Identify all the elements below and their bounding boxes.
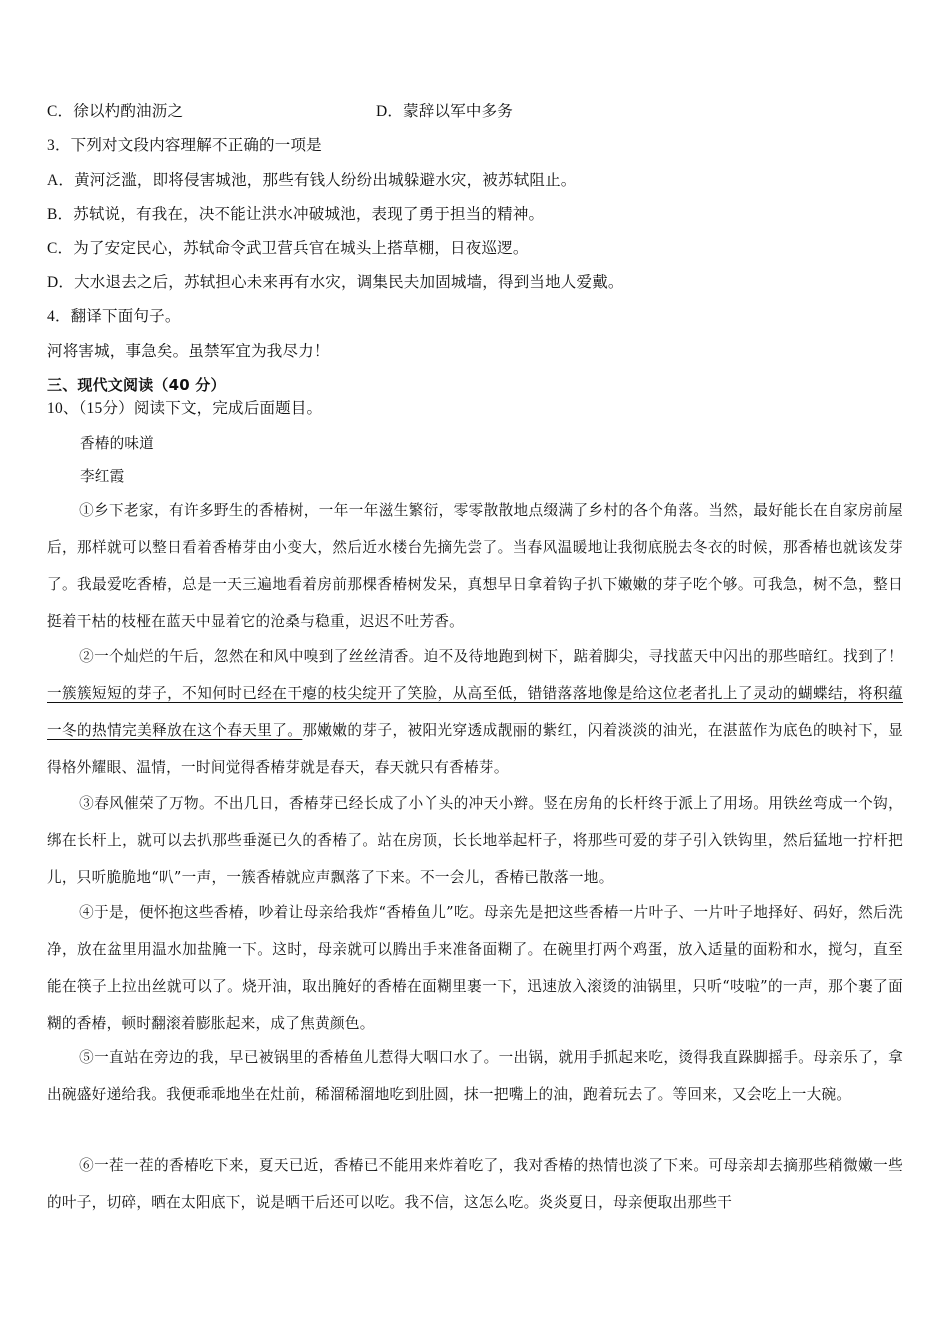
- paragraph-1: [47, 492, 903, 640]
- paragraph-2-underlined-sentence: 一簇簇短短的芽子，不知何时已经在干瘪的枝尖绽开了笑脸，从高至低，错错落落地像是给这位老者扎上了灵动的蝴蝶结，将积蕴一冬的热情完美释放在这个春天里了。: [47, 685, 903, 739]
- paragraph-2-text-start: ②一个灿烂的午后，忽然在和风中嗅到了丝丝清香。迫不及待地跑到树下，踮着脚尖，寻找蓝天中闪出的那些暗红。找到了！: [79, 648, 903, 665]
- options-row: [47, 102, 907, 122]
- question10-stem: 10、（15分）阅读下文，完成后面题目。: [47, 400, 323, 417]
- paragraph-6: [47, 1147, 903, 1221]
- paragraph-6-text: ⑥一茬一茬的香椿吃下来，夏天已近，香椿已不能用来炸着吃了，我对香椿的热情也淡了下来。可母亲却去摘那些稍微嫩一些的叶子，切碎，晒在太阳底下，说是晒干后还可以吃。我不信，这怎么吃。炎炎夏日，母亲便取出那些干: [47, 1157, 903, 1211]
- question4-sentence: 河将害城，事急矣。虽禁军宜为我尽力！: [47, 343, 330, 360]
- paragraph-5: [47, 1039, 903, 1113]
- question3-option-a: A．黄河泛滥，即将侵害城池，那些有钱人纷纷出城躲避水灾，被苏轼阻止。: [47, 172, 577, 189]
- article-author: 李红霞: [80, 468, 125, 485]
- paragraph-3-text: ③春风催荣了万物。不出几日，香椿芽已经长成了小丫头的冲天小辫。竖在房角的长杆终于派上了用场。用铁丝弯成一个钩，绑在长杆上，就可以去扒那些垂涎已久的香椿了。站在房顶，长长地举起杆子，将那些可爱的芽子引入铁钩里，然后猛地一拧杆把儿，只听脆脆地“叭”一声，一簇香椿就应声飘落了下来。不一会儿，香椿已散落一地。: [47, 795, 903, 886]
- paragraph-3: [47, 785, 903, 896]
- question3-stem: 3．下列对文段内容理解不正确的一项是: [47, 137, 322, 154]
- section-title: 三、现代文阅读（40 分）: [47, 376, 226, 394]
- question3-option-d: D．大水退去之后，苏轼担心未来再有水灾，调集民夫加固城墙，得到当地人爱戴。: [47, 274, 624, 291]
- article-title: 香椿的味道: [80, 435, 154, 452]
- paragraph-4: [47, 894, 903, 1042]
- paragraph-2: [47, 638, 903, 786]
- option-d: D．蒙辞以军中多务: [376, 103, 513, 120]
- option-c: C．徐以杓酌油沥之: [47, 103, 184, 120]
- paragraph-4-text: ④于是，便怀抱这些香椿，吵着让母亲给我炸“香椿鱼儿”吃。母亲先是把这些香椿一片叶子、一片叶子地择好、码好，然后洗净，放在盆里用温水加盐腌一下。这时，母亲就可以腾出手来准备面糊了。在碗里打两个鸡蛋，放入适量的面粉和水，搅匀，直至能在筷子上拉出丝就可以了。烧开油，取出腌好的香椿在面糊里裹一下，迅速放入滚烫的油锅里，只听“吱啦”的一声，那个裹了面糊的香椿，顿时翻滚着膨胀起来，成了焦黄颜色。: [47, 904, 903, 1032]
- paragraph-2-text-end: 那嫩嫩的芽子，被阳光穿透成靓丽的紫红，闪着淡淡的油光，在湛蓝作为底色的映衬下，显得格外耀眼、温情，一时间觉得香椿芽就是春天，春天就只有香椿芽。: [47, 722, 903, 776]
- question3-option-c: C．为了安定民心，苏轼命令武卫营兵官在城头上搭草棚，日夜巡逻。: [47, 240, 529, 257]
- paragraph-5-text: ⑤一直站在旁边的我，早已被锅里的香椿鱼儿惹得大咽口水了。一出锅，就用手抓起来吃，烫得我直跺脚摇手。母亲乐了，拿出碗盛好递给我。我便乖乖地坐在灶前，稀溜稀溜地吃到肚圆，抹一把嘴上的油，跑着玩去了。等回来，又会吃上一大碗。: [47, 1049, 903, 1103]
- paragraph-1-text: ①乡下老家，有许多野生的香椿树，一年一年滋生繁衍，零零散散地点缀满了乡村的各个角落。当然，最好能长在自家房前屋后，那样就可以整日看着香椿芽由小变大，然后近水楼台先摘先尝了。当春风温暖地让我彻底脱去冬衣的时候，那香椿也就该发芽了。我最爱吃香椿，总是一天三遍地看着房前那棵香椿树发呆，真想早日拿着钩子扒下嫩嫩的芽子吃个够。可我急，树不急，整日挺着干枯的枝桠在蓝天中显着它的沧桑与稳重，迟迟不吐芳香。: [47, 502, 903, 630]
- question4-stem: 4．翻译下面句子。: [47, 308, 181, 325]
- question3-option-b: B．苏轼说，有我在，决不能让洪水冲破城池，表现了勇于担当的精神。: [47, 206, 545, 223]
